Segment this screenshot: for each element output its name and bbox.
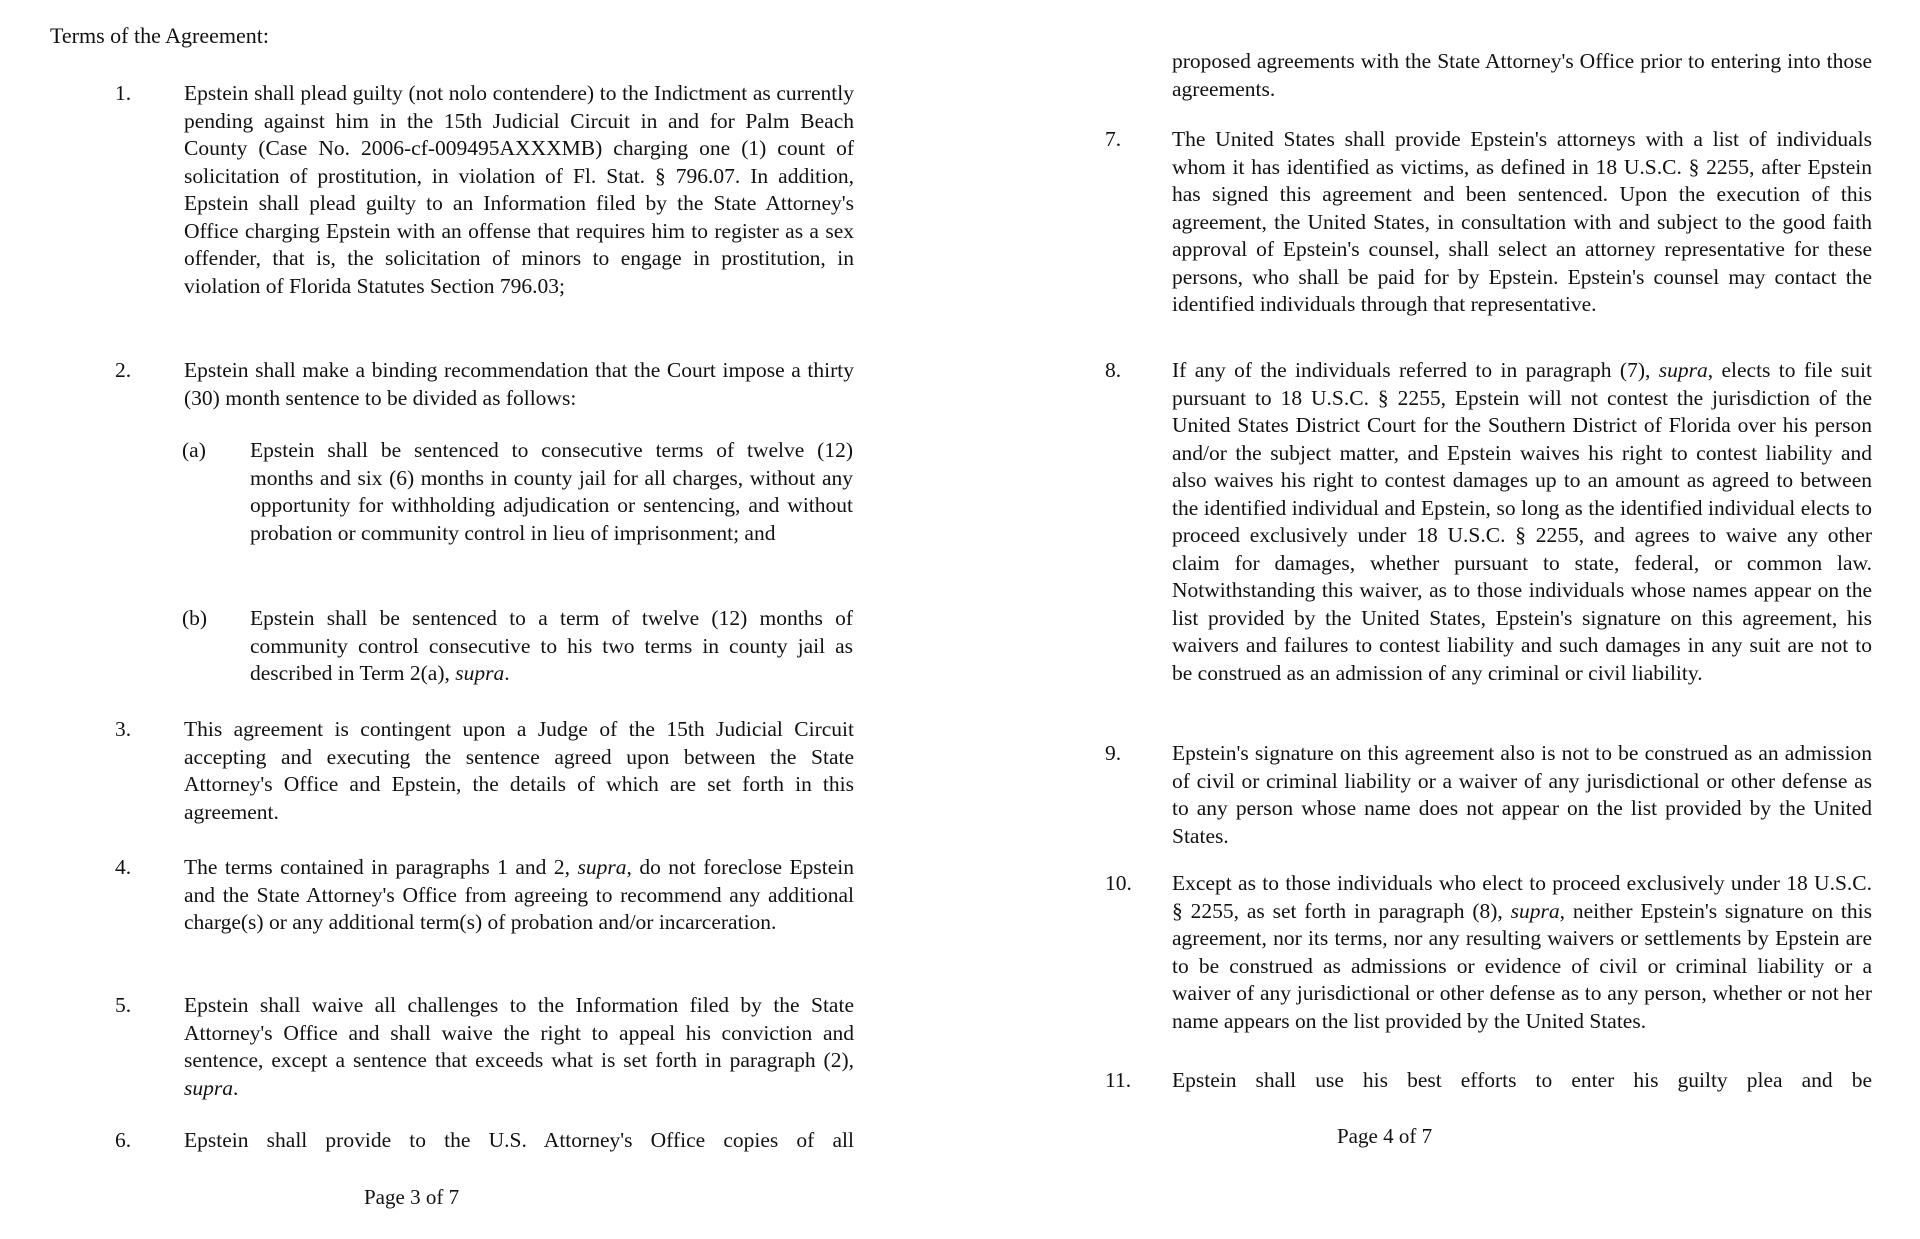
term-number: 6. [115, 1128, 132, 1152]
terms-heading: Terms of the Agreement: [50, 23, 270, 48]
term-text: Except as to those individuals who elect to proceed exclusively under 18 U.S.C. § 2255, as set forth in paragraph (8), supra, neither Epstein's signature on this agreement, nor its terms, nor any resulting waivers or settlements by Epstein are to be construed as admissions or evidence of civil or criminal liability or a waiver of any jurisdictional or other defense as to any person, whether or not her name appears on the list provided by the United States. [1172, 871, 1873, 1033]
term-text: Epstein shall waive all challenges to the Information filed by the State Attorney's Office and shall waive the right to appeal his conviction and sentence, except a sentence that exceeds what is set forth in paragraph (2), supra. [184, 993, 854, 1100]
term-6-continuation: proposed agreements with the State Attorney's Office prior to entering into those agreements. [1172, 49, 1872, 101]
term-number: 5. [115, 993, 132, 1017]
subitem-letter: (a) [182, 438, 206, 462]
term-number: 1. [115, 81, 132, 105]
page-footer: Page 3 of 7 [364, 1185, 460, 1209]
term-number: 11. [1105, 1068, 1132, 1092]
subitem-text: Epstein shall be sentenced to a term of twelve (12) months of community control consecutive to his two terms in county jail as described in Term 2(a), supra. [250, 606, 853, 685]
page-footer: Page 4 of 7 [1337, 1124, 1433, 1148]
term-number: 8. [1105, 358, 1122, 382]
term-text: Epstein shall use his best efforts to enter his guilty plea and be [1172, 1068, 1872, 1092]
term-text: Epstein shall provide to the U.S. Attorney's Office copies of all [184, 1128, 854, 1152]
page-4 [1090, 0, 1920, 1239]
term-text: The United States shall provide Epstein's attorneys with a list of individuals whom it has identified as victims, as defined in 18 U.S.C. § 2255, after Epstein has signed this agreement and been sentenced. Upon the execution of this agreement, the United States, in consultation with and subject to the good faith approval of Epstein's counsel, shall select an attorney representative for these persons, who shall be paid for by Epstein. Epstein's counsel may contact the identified individuals through that representative. [1172, 127, 1872, 316]
term-number: 9. [1105, 741, 1122, 765]
term-text: Epstein shall make a binding recommendation that the Court impose a thirty (30) month sentence to be divided as follows: [184, 358, 854, 410]
term-text: If any of the individuals referred to in paragraph (7), supra, elects to file suit pursuant to 18 U.S.C. § 2255, Epstein will not contest the jurisdiction of the United States District Court for the Southern District of Florida over his person and/or the subject matter, and Epstein waives his right to contest liability and also waives his right to contest damages up to an amount as agreed to between the identified individual and Epstein, so long as the identified individual elects to proceed exclusively under 18 U.S.C. § 2255, and agrees to waive any other claim for damages, whether pursuant to state, federal, or common law. Notwithstanding this waiver, as to those individuals whose names appear on the list provided by the United States, Epstein's signature on this agreement, his waivers and failures to contest liability and such damages in any suit are not to be construed as an admission of any criminal or civil liability. [1172, 358, 1872, 685]
term-text: The terms contained in paragraphs 1 and 2, supra, do not foreclose Epstein and the State Attorney's Office from agreeing to recommend any additional charge(s) or any additional term(s) of probation and/or incarceration. [184, 855, 854, 934]
term-text: Epstein shall plead guilty (not nolo contendere) to the Indictment as currently pending against him in the 15th Judicial Circuit in and for Palm Beach County (Case No. 2006-cf-009495AXXXMB) charging one (1) count of solicitation of prostitution, in violation of Fl. Stat. § 796.07. In addition, Epstein shall plead guilty to an Information filed by the State Attorney's Office charging Epstein with an offense that requires him to register as a sex offender, that is, the solicitation of minors to engage in prostitution, in violation of Florida Statutes Section 796.03; [184, 81, 854, 298]
term-number: 7. [1105, 127, 1122, 151]
term-number: 2. [115, 358, 132, 382]
term-text: This agreement is contingent upon a Judge of the 15th Judicial Circuit accepting and executing the sentence agreed upon between the State Attorney's Office and Epstein, the details of which are set forth in this agreement. [184, 717, 854, 824]
term-text: Epstein's signature on this agreement also is not to be construed as an admission of civil or criminal liability or a waiver of any jurisdictional or other defense as to any person whose name does not appear on the list provided by the United States. [1172, 741, 1872, 848]
subitem-text: Epstein shall be sentenced to consecutive terms of twelve (12) months and six (6) months in county jail for all charges, without any opportunity for withholding adjudication or sentencing, and without probation or community control in lieu of imprisonment; and [250, 438, 853, 545]
term-number: 10. [1105, 871, 1132, 895]
term-number: 4. [115, 855, 132, 879]
subitem-letter: (b) [182, 606, 208, 630]
term-number: 3. [115, 717, 132, 741]
